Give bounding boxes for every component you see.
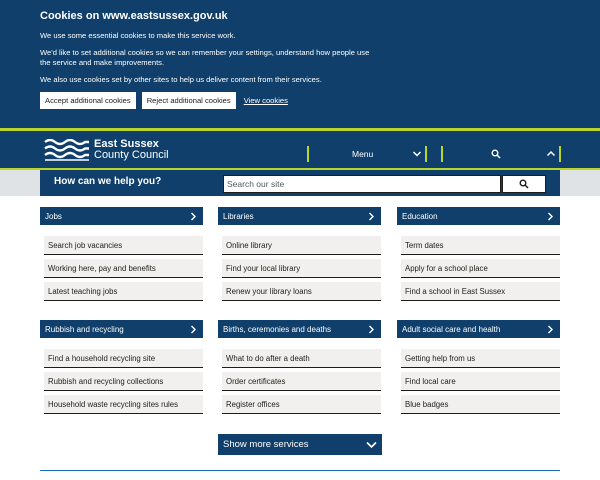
- view-cookies-link[interactable]: View cookies: [243, 96, 288, 105]
- chevron-down-icon[interactable]: [412, 149, 422, 159]
- search-heading: How can we help you?: [54, 176, 162, 187]
- logo-line-2: County Council: [94, 149, 169, 161]
- search-bar: [40, 170, 560, 196]
- service-heading-label: Jobs: [45, 211, 62, 221]
- service-link[interactable]: What to do after a death: [222, 349, 381, 368]
- waves-logo-icon: [44, 139, 90, 161]
- chevron-right-icon: [547, 212, 554, 221]
- service-heading-label: Rubbish and recycling: [45, 324, 124, 334]
- site-header: [0, 131, 600, 169]
- cookie-text-third-party: We also use cookies set by other sites to help us deliver content from their services.: [40, 75, 322, 84]
- service-heading[interactable]: [397, 207, 560, 225]
- chevron-up-icon[interactable]: [546, 149, 556, 159]
- service-link[interactable]: Apply for a school place: [401, 259, 560, 278]
- nav-divider: [307, 146, 309, 162]
- search-icon[interactable]: [491, 149, 501, 159]
- service-link[interactable]: Find a school in East Sussex: [401, 282, 560, 301]
- service-links: [40, 349, 203, 414]
- accept-cookies-button[interactable]: Accept additional cookies: [40, 92, 136, 109]
- service-link[interactable]: Renew your library loans: [222, 282, 381, 301]
- chevron-right-icon: [190, 212, 197, 221]
- nav-divider: [559, 146, 561, 162]
- chevron-right-icon: [368, 325, 375, 334]
- show-more-services-button[interactable]: [218, 434, 382, 455]
- nav-divider: [441, 146, 443, 162]
- search-input[interactable]: [223, 175, 501, 193]
- service-heading-label: Births, ceremonies and deaths: [223, 324, 332, 334]
- service-links: [218, 349, 381, 414]
- cookie-actions: [40, 92, 560, 109]
- service-link[interactable]: Working here, pay and benefits: [44, 259, 203, 278]
- service-link[interactable]: Term dates: [401, 236, 560, 255]
- service-heading-label: Libraries: [223, 211, 254, 221]
- cookie-text-essential: We use some essential cookies to make this service work.: [40, 31, 236, 40]
- service-heading[interactable]: [218, 320, 381, 338]
- service-link[interactable]: Search job vacancies: [44, 236, 203, 255]
- service-links: [397, 236, 560, 301]
- service-links: [40, 236, 203, 301]
- cookie-title: Cookies on www.eastsussex.gov.uk: [40, 10, 228, 22]
- chevron-right-icon: [190, 325, 197, 334]
- service-link[interactable]: Household waste recycling sites rules: [44, 395, 203, 414]
- cookie-text-additional: We'd like to set additional cookies so we can remember your settings, understand how people use the service and make improvements.: [40, 48, 370, 67]
- show-more-label: Show more services: [223, 439, 309, 450]
- nav-divider: [425, 146, 427, 162]
- service-column-adult-care: [397, 320, 560, 418]
- chevron-down-icon: [366, 441, 377, 449]
- council-logo[interactable]: [44, 139, 169, 161]
- service-link[interactable]: Rubbish and recycling collections: [44, 372, 203, 391]
- service-link[interactable]: Order certificates: [222, 372, 381, 391]
- service-links: [397, 349, 560, 414]
- service-link[interactable]: Find your local library: [222, 259, 381, 278]
- menu-button[interactable]: Menu: [352, 149, 374, 159]
- service-link[interactable]: Register offices: [222, 395, 381, 414]
- service-link[interactable]: Find a household recycling site: [44, 349, 203, 368]
- search-band-right: [560, 170, 600, 196]
- service-heading[interactable]: [40, 320, 203, 338]
- logo-text: [94, 139, 169, 161]
- service-heading[interactable]: [218, 207, 381, 225]
- service-column-libraries: [218, 207, 381, 305]
- service-column-jobs: [40, 207, 203, 305]
- service-links: [218, 236, 381, 301]
- service-heading[interactable]: [397, 320, 560, 338]
- search-icon: [519, 179, 529, 189]
- search-band-left: [0, 170, 40, 196]
- service-heading-label: Education: [402, 211, 438, 221]
- service-column-rubbish: [40, 320, 203, 418]
- footer-divider: [40, 470, 560, 471]
- service-heading-label: Adult social care and health: [402, 324, 501, 334]
- reject-cookies-button[interactable]: Reject additional cookies: [142, 92, 236, 109]
- service-link[interactable]: Getting help from us: [401, 349, 560, 368]
- logo-line-1: East Sussex: [94, 138, 159, 150]
- service-column-births: [218, 320, 381, 418]
- service-column-education: [397, 207, 560, 305]
- cookie-banner: [0, 0, 600, 128]
- search-button[interactable]: [502, 175, 546, 193]
- chevron-right-icon: [368, 212, 375, 221]
- service-link[interactable]: Blue badges: [401, 395, 560, 414]
- service-heading[interactable]: [40, 207, 203, 225]
- service-link[interactable]: Find local care: [401, 372, 560, 391]
- service-link[interactable]: Online library: [222, 236, 381, 255]
- service-link[interactable]: Latest teaching jobs: [44, 282, 203, 301]
- chevron-right-icon: [547, 325, 554, 334]
